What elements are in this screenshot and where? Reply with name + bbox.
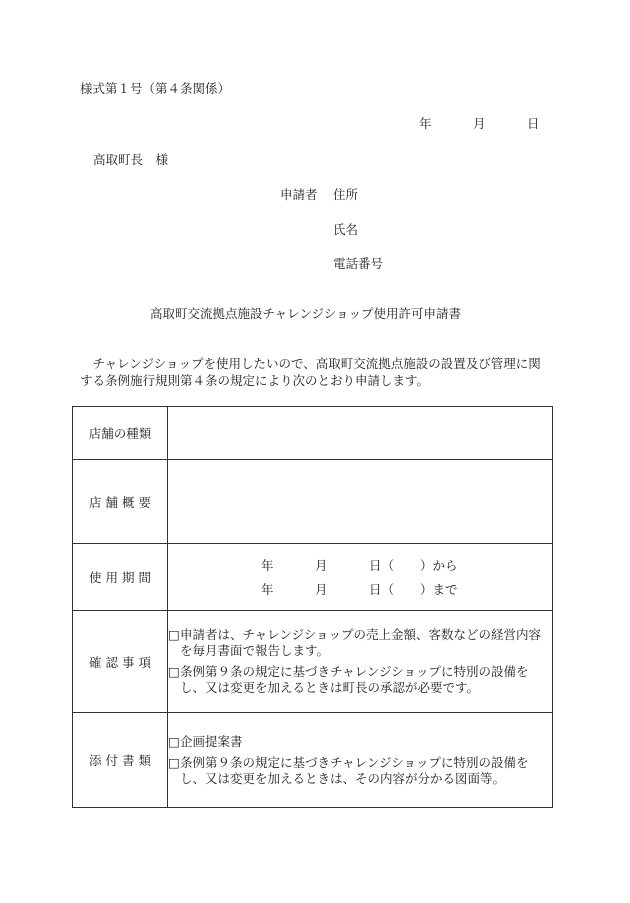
date-day-label: 日 [527, 116, 540, 131]
applicant-address-label: 住所 [333, 187, 359, 202]
attachments-field [168, 713, 553, 808]
checkbox[interactable]: □ [168, 627, 180, 642]
usage-period-field[interactable] [168, 544, 553, 611]
period-to-year: 年 [261, 582, 274, 597]
confirmation-label: 確 認 事 項 [73, 611, 168, 713]
attachment-item[interactable] [168, 734, 552, 750]
body-text: チャレンジショップを使用したいので、高取町交流拠点施設の設置及び管理に関する条例施行規則第４条の規定により次のとおり申請します。 [80, 356, 541, 388]
attachment-item-text: 条例第９条の規定に基づきチャレンジショップに特別の設備をし、又は変更を加えるときは、その内容が分かる図面等。 [180, 754, 529, 786]
confirmation-item-text: 条例第９条の規定に基づきチャレンジショップに特別の設備をし、又は変更を加えるときは町長の承認が必要です。 [180, 664, 529, 695]
period-from-suffix: ）から [420, 558, 458, 573]
period-to-line [168, 580, 552, 598]
confirmation-field [168, 611, 553, 713]
confirmation-item-text: 申請者は、チャレンジショップの売上金額、客数などの経営内容を毎月書面で報告します。 [180, 627, 541, 658]
row-attachments [73, 713, 553, 808]
period-from-year: 年 [261, 558, 274, 573]
date-year-label: 年 [419, 116, 432, 131]
document-title: 高取町交流拠点施設チャレンジショップ使用許可申請書 [150, 306, 461, 321]
applicant-phone-label: 電話番号 [333, 256, 384, 271]
store-overview-label: 店 舗 概 要 [73, 460, 168, 544]
checkbox[interactable]: □ [168, 754, 180, 770]
attachment-item[interactable] [168, 755, 552, 787]
row-store-overview [73, 460, 553, 544]
period-to-suffix: ）まで [420, 582, 458, 597]
period-to-month: 月 [315, 582, 328, 597]
attachment-item-text: 企画提案書 [180, 733, 243, 749]
usage-period-label: 使 用 期 間 [73, 544, 168, 611]
checkbox[interactable]: □ [168, 733, 180, 749]
date-month-label: 月 [473, 116, 486, 131]
period-from-day: 日（ [369, 558, 395, 573]
attachments-label: 添 付 書 類 [73, 713, 168, 808]
applicant-label: 申請者 [280, 187, 318, 202]
addressee: 高取町長 様 [93, 152, 169, 167]
row-usage-period [73, 544, 553, 611]
application-table [72, 406, 553, 808]
checkbox[interactable]: □ [168, 664, 180, 679]
period-to-day: 日（ [369, 582, 395, 597]
period-from-line [168, 556, 552, 574]
applicant-name-label: 氏名 [333, 222, 359, 237]
store-type-field[interactable] [168, 407, 553, 460]
confirmation-item[interactable] [168, 627, 552, 659]
store-overview-field[interactable] [168, 460, 553, 544]
row-confirmation [73, 611, 553, 713]
confirmation-item[interactable] [168, 664, 552, 696]
row-store-type [73, 407, 553, 460]
period-from-month: 月 [315, 558, 328, 573]
form-number: 様式第１号（第４条関係） [80, 81, 231, 96]
store-type-label: 店舗の種類 [73, 407, 168, 460]
